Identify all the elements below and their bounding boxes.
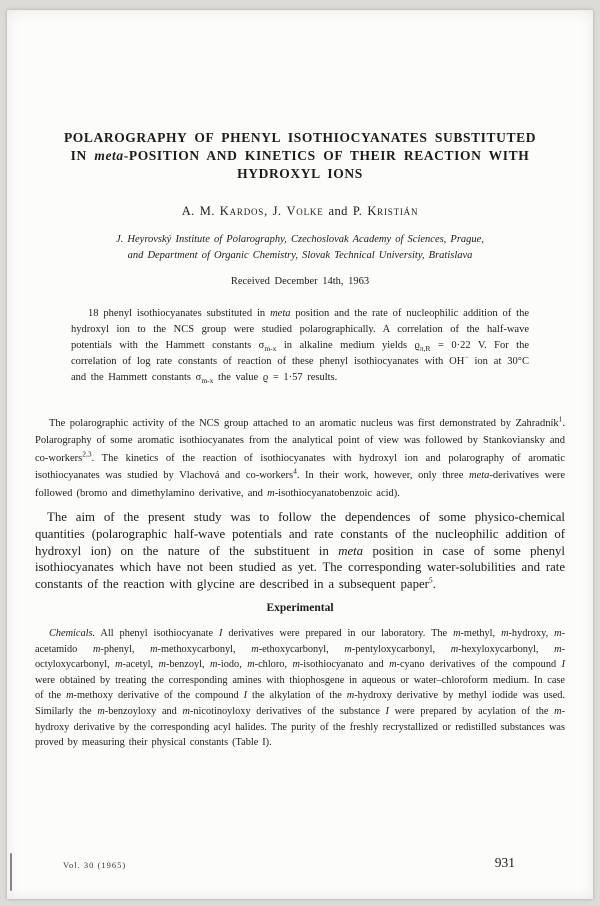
affiliation-line-2: and Department of Organic Chemistry, Slovak Technical University, Bratislava <box>127 249 473 261</box>
page-number: 931 <box>494 855 515 870</box>
received-date-line: Received December 14th, 1963 <box>230 276 370 287</box>
chemicals-paragraph: Chemicals. All phenyl isothiocyanate I derivatives were prepared in our laboratory. The m-methyl, m-hydroxy, m-acetamido m-phenyl, m-methoxycarbonyl, m-ethoxycarbonyl, m-pentyloxycarbonyl, m-hexyloxycarbonyl, m-octyloxycarbonyl, m-acetyl, m-benzoyl, m-iodo, m-chloro, m-isothiocyanato and m-cyano derivatives of the compound I were obtained by treating the corresponding amines with thiophosgene in aqueous or water–chloroform medium. In case of the m-methoxy derivative of the compound I the alkylation of the m-hydroxy derivative by methyl iodide was used. Similarly the m-benzoyloxy and m-nicotinoyloxy derivatives of the substance I were prepared by acylation of the m-hydroxy derivative by the corresponding acyl halides. The purity of the freshly recrystallized or redistilled substances was proved by measuring their physical constants (Table I). <box>35 628 566 749</box>
experimental-section-heading: Experimental <box>266 602 334 615</box>
paper-title: POLAROGRAPHY OF PHENYL ISOTHIOCYANATES SUBSTITUTED IN meta-POSITION AND KINETICS OF THEIR REACTION WITH HYDROXYL IONS <box>63 130 537 181</box>
affiliation-block <box>35 232 565 263</box>
affiliation-line-1: J. Heyrovský Institute of Polarography, Czechoslovak Academy of Sciences, Prague, <box>116 234 484 245</box>
abstract-paragraph: 18 phenyl isothiocyanates substituted in meta position and the rate of nucleophilic addition of the hydroxyl ion to the NCS group were studied polarographically. A correlation of the half-wave potentials with the Hammett constants $\sigma_{m-x}$ in alkaline medium yields $ϱ_{\pi,R} = 0\cdot 22$ V. For the correlation of log rate constants of reaction of these phenyl isothiocyanates with OH− ion at 30°C and the Hammett constants $\sigma_{m-x}$ the value ϱ = 1·57 results. <box>71 308 529 386</box>
page-footer <box>63 855 537 873</box>
page-content <box>35 10 565 899</box>
aim-paragraph: The aim of the present study was to follow the dependences of some physico-chemical quantities (polarographic half-wave potentials and rate constants of the nucleophilic addition of hydroxyl ion) on the nature of the substituent in meta position in case of some phenyl isothiocyanates which have not been studied as yet. The corresponding water-solubilities and rate constants of the reaction with glycine are described in a subsequent paper$^5$. <box>35 510 565 592</box>
journal-volume-label: Vol. 30 (1965) <box>63 860 127 870</box>
paper-page <box>7 10 593 899</box>
introduction-paragraph: The polarographic activity of the NCS group attached to an aromatic nucleus was first demonstrated by Zahradník$^1$. Polarography of some aromatic isothiocyanates from the analytical point of view was followed by Stankoviansky and co-workers$^{2,3}$. The kinetics of the reaction of isothiocyanates with hydroxyl ion and polarography of aromatic isothiocyanates was studied by Vlachová and co-workers$^4$. In their work, however, only three meta-derivatives were followed (bromo and dimethylamino derivative, and m-isothiocyanatobenzoic acid). <box>35 414 566 499</box>
authors-line: A. M. Kardos, J. Volke and P. Kristián <box>181 204 419 218</box>
scan-edge-artifact <box>10 853 12 891</box>
